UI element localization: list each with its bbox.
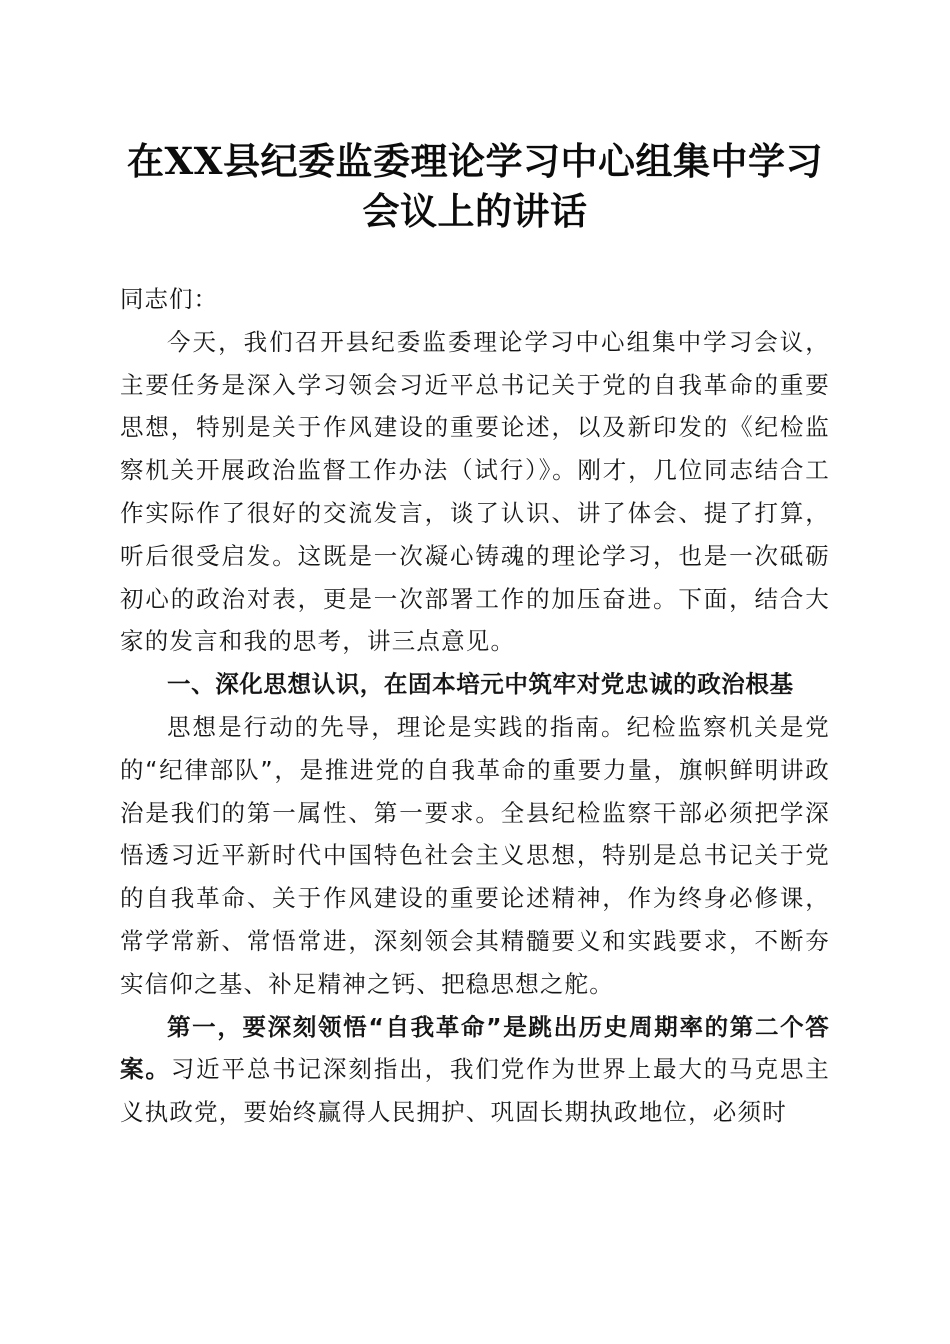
point-one-text: 习近平总书记深刻指出，我们党作为世界上最大的马克思主义执政党，要始终赢得人民拥护、巩固长期执政地位，必须时 (120, 1055, 830, 1127)
section-one-paragraph: 思想是行动的先导，理论是实践的指南。纪检监察机关是党的“纪律部队”，是推进党的自我革命的重要力量，旗帜鲜明讲政治是我们的第一属性、第一要求。全县纪检监察干部必须把学深悟透习近平新时代中国特色社会主义思想，特别是总书记关于党的自我革命、关于作风建设的重要论述精神，作为终身必修课，常学常新、常悟常进，深刻领会其精髓要义和实践要求，不断夯实信仰之基、补足精神之钙、把稳思想之舵。 (120, 712, 830, 998)
point-one-paragraph (120, 1006, 830, 1134)
point-one-lead: 第一，要深刻领悟“自我革命”是跳出历史周期率的第二个答案。 (120, 1012, 830, 1084)
intro-paragraph: 今天，我们召开县纪委监委理论学习中心组集中学习会议，主要任务是深入学习领会习近平总书记关于党的自我革命的重要思想，特别是关于作风建设的重要论述，以及新印发的《纪检监察机关开展政治监督工作办法（试行）》。刚才，几位同志结合工作实际作了很好的交流发言，谈了认识、讲了体会、提了打算，听后很受启发。这既是一次凝心铸魂的理论学习，也是一次砥砺初心的政治对表，更是一次部署工作的加压奋进。下面，结合大家的发言和我的思考，讲三点意见。 (120, 327, 830, 656)
section-one-heading: 一、深化思想认识，在固本培元中筑牢对党忠诚的政治根基 (167, 670, 794, 699)
salutation: 同志们： (120, 285, 218, 313)
document-body (120, 278, 830, 1134)
document-title: 在XX县纪委监委理论学习中心组集中学习会议上的讲话 (127, 139, 823, 233)
